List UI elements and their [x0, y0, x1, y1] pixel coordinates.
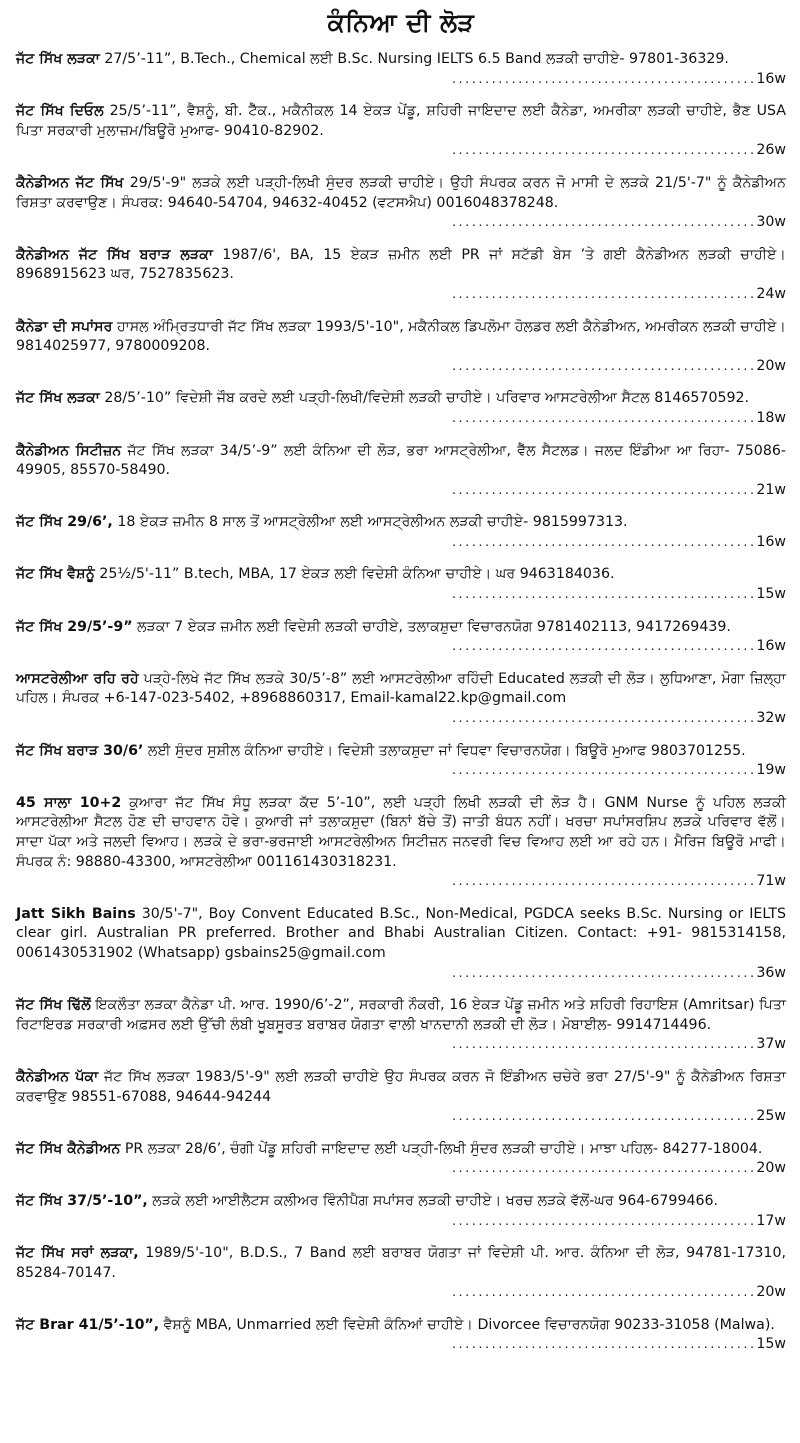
ad-lead: ਕੈਨੇਡੀਅਨ ਜੱਟ ਸਿੱਖ ਬਰਾੜ ਲੜਕਾ	[16, 246, 213, 263]
ad-lead: ਜੱਟ ਸਿੱਖ 29/6’,	[16, 514, 113, 531]
classified-ad	[16, 102, 786, 161]
ad-footer	[16, 70, 786, 90]
ad-lead: ਜੱਟ Brar 41/5’-10”,	[16, 1316, 160, 1333]
ad-text	[16, 442, 786, 481]
classified-ad	[16, 618, 786, 657]
ad-text	[16, 1316, 786, 1336]
ad-word-count: 16w	[756, 533, 786, 550]
ad-lead: ਕੈਨੇਡਾ ਦੀ ਸਪਾਂਸਰ	[16, 318, 113, 335]
dot-leader: ..............................................	[450, 535, 756, 549]
ad-word-count: 16w	[756, 638, 786, 655]
ad-footer	[16, 964, 786, 984]
ad-word-count: 26w	[756, 142, 786, 159]
ad-footer	[16, 585, 786, 605]
classified-ad	[16, 996, 786, 1055]
ad-footer	[16, 285, 786, 305]
dot-leader: ..............................................	[450, 640, 756, 654]
ad-word-count: 71w	[756, 873, 786, 890]
ad-text	[16, 996, 786, 1035]
ad-footer	[16, 409, 786, 429]
ad-body: 28/5’-10” ਵਿਦੇਸ਼ੀ ਜੌਬ ਕਰਦੇ ਲਈ ਪੜ੍ਹੀ-ਲਿਖੀ/ਵਿਦੇਸ਼ੀ ਲੜਕੀ ਚਾਹੀਏ। ਪਰਿਵਾਰ ਆਸਟਰੇਲੀਆ ਸੈਟਲ 8146570592.	[99, 390, 750, 407]
dot-leader: ..............................................	[450, 1110, 756, 1124]
ads-list	[16, 50, 786, 1355]
ad-text	[16, 618, 786, 638]
dot-leader: ..............................................	[450, 483, 756, 497]
ad-word-count: 20w	[756, 357, 786, 374]
ad-body: ਕੁਆਰਾ ਜੱਟ ਸਿੱਖ ਸੰਧੂ ਲੜਕਾ ਕੱਦ 5’-10”, ਲਈ ਪੜ੍ਹੀ ਲਿਖੀ ਲੜਕੀ ਦੀ ਲੋੜ ਹੈ। GNM Nurse ਨੂੰ ਪਹਿਲ ਲੜਕੀ ਆਸਟਰੇਲੀਆ ਸੈਟਲ ਹੋਣ ਦੀ ਚਾਹਵਾਨ ਹੋਵੇ। ਕੁਆਰੀ ਜਾਂ ਤਲਾਕਸ਼ੁਦਾ (ਬਿਨਾਂ ਬੱਚੇ ਤੋਂ) ਜਾਤੀ ਬੰਧਨ ਨਹੀਂ। ਖਰਚਾ ਸਪਾਂਸਰਸ਼ਿਪ ਲੜਕੇ ਪਰਿਵਾਰ ਵੱਲੋਂ। ਸਾਦਾ ਪੱਕਾ ਅਤੇ ਜਲਦੀ ਵਿਆਹ। ਲੜਕੇ ਦੇ ਭਰਾ-ਭਰਜਾਈ ਆਸਟਰੇਲੀਅਨ ਸਿਟੀਜ਼ਨ ਜਨਵਰੀ ਵਿਚ ਵਿਆਹ ਲਈ ਆ ਰਹੇ ਹਨ। ਮੈਰਿਜ ਬਿਊਰੋ ਮਾਫੀ। ਸੰਪਰਕ ਨੰ: 98880-43300, ਆਸਟਰੇਲੀਆ 001161430318231.	[16, 794, 786, 870]
ad-body: ਜੱਟ ਸਿੱਖ ਲੜਕਾ 34/5’-9” ਲਈ ਕੰਨਿਆ ਦੀ ਲੋੜ, ਭਰਾ ਆਸਟ੍ਰੇਲੀਆ, ਵੈੱਲ ਸੈਟਲਡ। ਜਲਦ ਇੰਡੀਆ ਆ ਰਿਹਾ- 75086-49905, 85570-58490.	[16, 442, 787, 479]
ad-body: ਲੜਕੇ ਲਈ ਆਈਲੈਟਸ ਕਲੀਅਰ ਵਿੰਨੀਪੈਗ ਸਪਾਂਸਰ ਲੜਕੀ ਚਾਹੀਏ। ਖਰਚ ਲੜਕੇ ਵੱਲੋਂ-ਘਰ 964-6799466.	[147, 1192, 719, 1209]
ad-word-count: 20w	[756, 1284, 786, 1301]
ad-body: ਹਾਸਲ ਅੰਮ੍ਰਿਤਧਾਰੀ ਜੱਟ ਸਿੱਖ ਲੜਕਾ 1993/5'-10", ਮਕੈਨੀਕਲ ਡਿਪਲੋਮਾ ਹੋਲਡਰ ਲਈ ਕੈਨੇਡੀਅਨ, ਅਮਰੀਕਨ ਲੜਕੀ ਚਾਹੀਏ। 9814025977, 9780009208.	[16, 318, 786, 355]
ad-word-count: 37w	[756, 1036, 786, 1053]
ad-body: ਜੱਟ ਸਿੱਖ ਲੜਕਾ 1983/5'-9" ਲਈ ਲੜਕੀ ਚਾਹੀਏ ਉਹ ਸੰਪਰਕ ਕਰਨ ਜੋ ਇੰਡੀਅਨ ਚਚੇਰੇ ਭਰਾ 27/5'-9" ਨੂੰ ਕੈਨੇਡੀਅਨ ਰਿਸ਼ਤਾ ਕਰਵਾਉਣ 98551-67088, 94644-94244	[16, 1068, 786, 1105]
dot-leader: ..............................................	[450, 764, 756, 778]
ad-body: ਲਈ ਸੁੰਦਰ ਸੁਸ਼ੀਲ ਕੰਨਿਆ ਚਾਹੀਏ। ਵਿਦੇਸ਼ੀ ਤਲਾਕਸ਼ੁਦਾ ਜਾਂ ਵਿਧਵਾ ਵਿਚਾਰਨਯੋਗ। ਬਿਊਰੋ ਮੁਆਫ 9803701255.	[143, 742, 746, 759]
ad-lead: 45 ਸਾਲਾ 10+2	[16, 794, 122, 811]
dot-leader: ..............................................	[450, 411, 756, 425]
ad-body: 25½/5'-11” B.tech, MBA, 17 ਏਕੜ ਲਈ ਵਿਦੇਸ਼ੀ ਕੰਨਿਆ ਚਾਹੀਏ। ਘਰ 9463184036.	[94, 566, 615, 583]
classified-ad	[16, 174, 786, 233]
ad-body: ਲੜਕਾ 7 ਏਕੜ ਜ਼ਮੀਨ ਲਈ ਵਿਦੇਸ਼ੀ ਲੜਕੀ ਚਾਹੀਏ, ਤਲਾਕਸ਼ੁਦਾ ਵਿਚਾਰਨਯੋਗ 9781402113, 9417269439.	[132, 618, 731, 635]
dot-leader: ..............................................	[450, 72, 756, 86]
ad-lead: Jatt Sikh Bains	[16, 905, 136, 922]
classified-ad	[16, 742, 786, 781]
ad-word-count: 19w	[756, 762, 786, 779]
classified-ad	[16, 670, 786, 729]
ad-lead: ਜੱਟ ਸਿੱਖ ਢਿੱਲੋਂ	[16, 997, 91, 1014]
ad-body: ਪੜ੍ਹੇ-ਲਿਖੇ ਜੱਟ ਸਿੱਖ ਲੜਕੇ 30/5’-8” ਲਈ ਆਸਟਰੇਲੀਆ ਰਹਿੰਦੀ Educated ਲੜਕੀ ਦੀ ਲੋੜ। ਲੁਧਿਆਣਾ, ਮੋਗਾ ਜ਼ਿਲ੍ਹਾ ਪਹਿਲ। ਸੰਪਰਕ +6-147-023-5402, +8968860317, Email-kamal22.kp@gmail.com	[16, 670, 786, 707]
dot-leader: ..............................................	[450, 875, 756, 889]
ad-footer	[16, 1283, 786, 1303]
ad-footer	[16, 481, 786, 501]
ad-body: 29/5'-9" ਲੜਕੇ ਲਈ ਪੜ੍ਹੀ-ਲਿਖੀ ਸੁੰਦਰ ਲੜਕੀ ਚਾਹੀਏ। ਉਹੀ ਸੰਪਰਕ ਕਰਨ ਜੋ ਮਾਸੀ ਦੇ ਲੜਕੇ 21/5'-7" ਨੂੰ ਕੈਨੇਡੀਅਨ ਰਿਸ਼ਤਾ ਕਰਵਾਉਣ। ਸੰਪਰਕ: 94640-54704, 94632-40452 (ਵਟਸਐਪ) 0016048378248.	[16, 174, 786, 211]
ad-text	[16, 102, 786, 141]
dot-leader: ..............................................	[450, 1214, 756, 1228]
ad-footer	[16, 1212, 786, 1232]
classified-ad	[16, 318, 786, 377]
ad-word-count: 15w	[756, 586, 786, 603]
ad-text	[16, 50, 786, 70]
ad-word-count: 36w	[756, 964, 786, 981]
ad-footer	[16, 1159, 786, 1179]
classified-ad	[16, 1244, 786, 1303]
ad-text	[16, 1140, 786, 1160]
ad-lead: ਜੱਟ ਸਿੱਖ ਦਿਓਲ	[16, 103, 104, 120]
ad-lead: ਜੱਟ ਸਿੱਖ ਵੈਸ਼ਨੂੰ	[16, 566, 95, 583]
ad-body: 30/5'-7", Boy Convent Educated B.Sc., Non-Medical, PGDCA seeks B.Sc. Nursing or IELTS clear girl. Australian PR preferred. Brother and Bhabi Australian Citizen. Contact: +91- 9815314158, 0061430531902 (Whatsapp) gsbains25@gmail.com	[16, 905, 786, 961]
ad-word-count: 32w	[756, 710, 786, 727]
ad-text	[16, 1244, 786, 1283]
ad-text	[16, 1068, 786, 1107]
ad-text	[16, 742, 786, 762]
ad-lead: ਜੱਟ ਸਿੱਖ 37/5’-10”,	[16, 1192, 148, 1209]
ad-footer	[16, 1335, 786, 1355]
ad-word-count: 15w	[756, 1336, 786, 1353]
dot-leader: ..............................................	[450, 1286, 756, 1300]
ad-body: ਇਕਲੌਤਾ ਲੜਕਾ ਕੈਨੇਡਾ ਪੀ. ਆਰ. 1990/6’-2”, ਸਰਕਾਰੀ ਨੌਕਰੀ, 16 ਏਕੜ ਪੇਂਡੂ ਜ਼ਮੀਨ ਅਤੇ ਸ਼ਹਿਰੀ ਰਿਹਾਇਸ਼ (Amritsar) ਪਿਤਾ ਰਿਟਾਇਰਡ ਸਰਕਾਰੀ ਅਫ਼ਸਰ ਲਈ ਉੱਚੀ ਲੰਬੀ ਖੂਬਸੂਰਤ ਬਰਾਬਰ ਯੋਗਤਾ ਵਾਲੀ ਖਾਨਦਾਨੀ ਲੜਕੀ ਦੀ ਲੋੜ। ਮੋਬਾਈਲ- 9914714496.	[16, 997, 786, 1033]
ad-lead: ਕੈਨੇਡੀਅਨ ਜੱਟ ਸਿੱਖ	[16, 174, 124, 191]
ad-body: 1987/6', BA, 15 ਏਕੜ ਜ਼ਮੀਨ ਲਈ PR ਜਾਂ ਸਟੱਡੀ ਬੇਸ ’ਤੇ ਗਈ ਕੈਨੇਡੀਅਨ ਲੜਕੀ ਚਾਹੀਏ। 8968915623 ਘਰ, 7527835623.	[16, 246, 786, 283]
ad-footer	[16, 1107, 786, 1127]
ad-footer	[16, 533, 786, 553]
classified-ad	[16, 513, 786, 552]
classified-ad	[16, 442, 786, 501]
dot-leader: ..............................................	[450, 588, 756, 602]
page-title: ਕੰਨਿਆ ਦੀ ਲੋੜ	[327, 8, 475, 37]
dot-leader: ..............................................	[450, 359, 756, 373]
ad-word-count: 20w	[756, 1160, 786, 1177]
ad-lead: ਜੱਟ ਸਿੱਖ ਕੈਨੇਡੀਅਨ	[16, 1140, 121, 1157]
classified-ad	[16, 50, 786, 89]
ad-body: 1989/5'-10", B.D.S., 7 Band ਲਈ ਬਰਾਬਰ ਯੋਗਤਾ ਜਾਂ ਵਿਦੇਸ਼ੀ ਪੀ. ਆਰ. ਕੰਨਿਆ ਦੀ ਲੋੜ, 94781-17310, 85284-70147.	[16, 1245, 786, 1281]
ad-lead: ਆਸਟਰੇਲੀਆ ਰਹਿ ਰਹੇ	[16, 670, 139, 687]
classified-ad	[16, 905, 786, 983]
dot-leader: ..............................................	[450, 1162, 756, 1176]
dot-leader: ..............................................	[450, 216, 756, 230]
ad-footer	[16, 1035, 786, 1055]
ad-body: 27/5’-11”, B.Tech., Chemical ਲਈ B.Sc. Nursing IELTS 6.5 Band ਲੜਕੀ ਚਾਹੀਏ- 97801-36329.	[99, 51, 729, 67]
ad-lead: ਜੱਟ ਸਿੱਖ ਸਰਾਂ ਲੜਕਾ,	[16, 1245, 139, 1262]
ad-footer	[16, 637, 786, 657]
ad-footer	[16, 709, 786, 729]
ad-text	[16, 565, 786, 585]
ad-word-count: 18w	[756, 409, 786, 426]
classified-ad	[16, 794, 786, 892]
ad-footer	[16, 761, 786, 781]
dot-leader: ..............................................	[450, 1338, 756, 1352]
ad-footer	[16, 872, 786, 892]
classified-ad	[16, 1068, 786, 1127]
ad-lead: ਜੱਟ ਸਿੱਖ 29/5’-9”	[16, 618, 133, 635]
ad-word-count: 21w	[756, 481, 786, 498]
ad-word-count: 25w	[756, 1108, 786, 1125]
classified-ad	[16, 1192, 786, 1231]
ad-text	[16, 246, 786, 285]
ad-word-count: 24w	[756, 285, 786, 302]
ad-body: 25/5’-11”, ਵੈਸ਼ਨੂੰ, ਬੀ. ਟੈੱਕ., ਮਕੈਨੀਕਲ 14 ਏਕੜ ਪੇਂਡੂ, ਸ਼ਹਿਰੀ ਜਾਇਦਾਦ ਲਈ ਕੈਨੇਡਾ, ਅਮਰੀਕਾ ਲੜਕੀ ਚਾਹੀਏ, ਭੈਣ USA ਪਿਤਾ ਸਰਕਾਰੀ ਮੁਲਾਜ਼ਮ/ਬਿਊਰੋ ਮੁਆਫ- 90410-82902.	[16, 103, 786, 139]
ad-word-count: 17w	[756, 1212, 786, 1229]
ad-text	[16, 905, 786, 964]
ad-text	[16, 670, 786, 709]
ad-text	[16, 174, 786, 213]
classified-ad	[16, 246, 786, 305]
ad-lead: ਕੈਨੇਡੀਅਨ ਪੱਕਾ	[16, 1068, 99, 1085]
dot-leader: ..............................................	[450, 712, 756, 726]
ad-body: ਵੈਸ਼ਨੂੰ MBA, Unmarried ਲਈ ਵਿਦੇਸ਼ੀ ਕੰਨਿਆਂ ਚਾਹੀਏ। Divorcee ਵਿਚਾਰਨਯੋਗ 90233-31058 (Malwa).	[159, 1316, 775, 1333]
ad-text	[16, 389, 786, 409]
ad-word-count: 30w	[756, 214, 786, 231]
ad-text	[16, 318, 786, 357]
ad-text	[16, 794, 786, 872]
ad-body: 18 ਏਕੜ ਜ਼ਮੀਨ 8 ਸਾਲ ਤੋਂ ਆਸਟ੍ਰੇਲੀਆ ਲਈ ਆਸਟ੍ਰੇਲੀਅਨ ਲੜਕੀ ਚਾਹੀਏ- 9815997313.	[112, 514, 628, 531]
ad-footer	[16, 141, 786, 161]
dot-leader: ..............................................	[450, 966, 756, 980]
classified-ad	[16, 1140, 786, 1179]
dot-leader: ..............................................	[450, 144, 756, 158]
dot-leader: ..............................................	[450, 1038, 756, 1052]
ad-footer	[16, 213, 786, 233]
ad-lead: ਜੱਟ ਸਿੱਖ ਲੜਕਾ	[16, 390, 100, 407]
ad-lead: ਜੱਟ ਸਿੱਖ ਲੜਕਾ	[16, 51, 100, 67]
classified-ad	[16, 389, 786, 428]
ad-word-count: 16w	[756, 70, 786, 87]
dot-leader: ..............................................	[450, 287, 756, 301]
ad-lead: ਕੈਨੇਡੀਅਨ ਸਿਟੀਜ਼ਨ	[16, 442, 122, 459]
ad-footer	[16, 357, 786, 377]
ad-body: PR ਲੜਕਾ 28/6’, ਚੰਗੀ ਪੇਂਡੂ ਸ਼ਹਿਰੀ ਜਾਇਦਾਦ ਲਈ ਪੜ੍ਹੀ-ਲਿਖੀ ਸੁੰਦਰ ਲੜਕੀ ਚਾਹੀਏ। ਮਾਝਾ ਪਹਿਲ- 84277-18004.	[120, 1140, 763, 1157]
classified-ad	[16, 1316, 786, 1355]
classified-ad	[16, 565, 786, 604]
ad-lead: ਜੱਟ ਸਿੱਖ ਬਰਾੜ 30/6’	[16, 742, 144, 759]
ad-text	[16, 513, 786, 533]
ad-text	[16, 1192, 786, 1212]
